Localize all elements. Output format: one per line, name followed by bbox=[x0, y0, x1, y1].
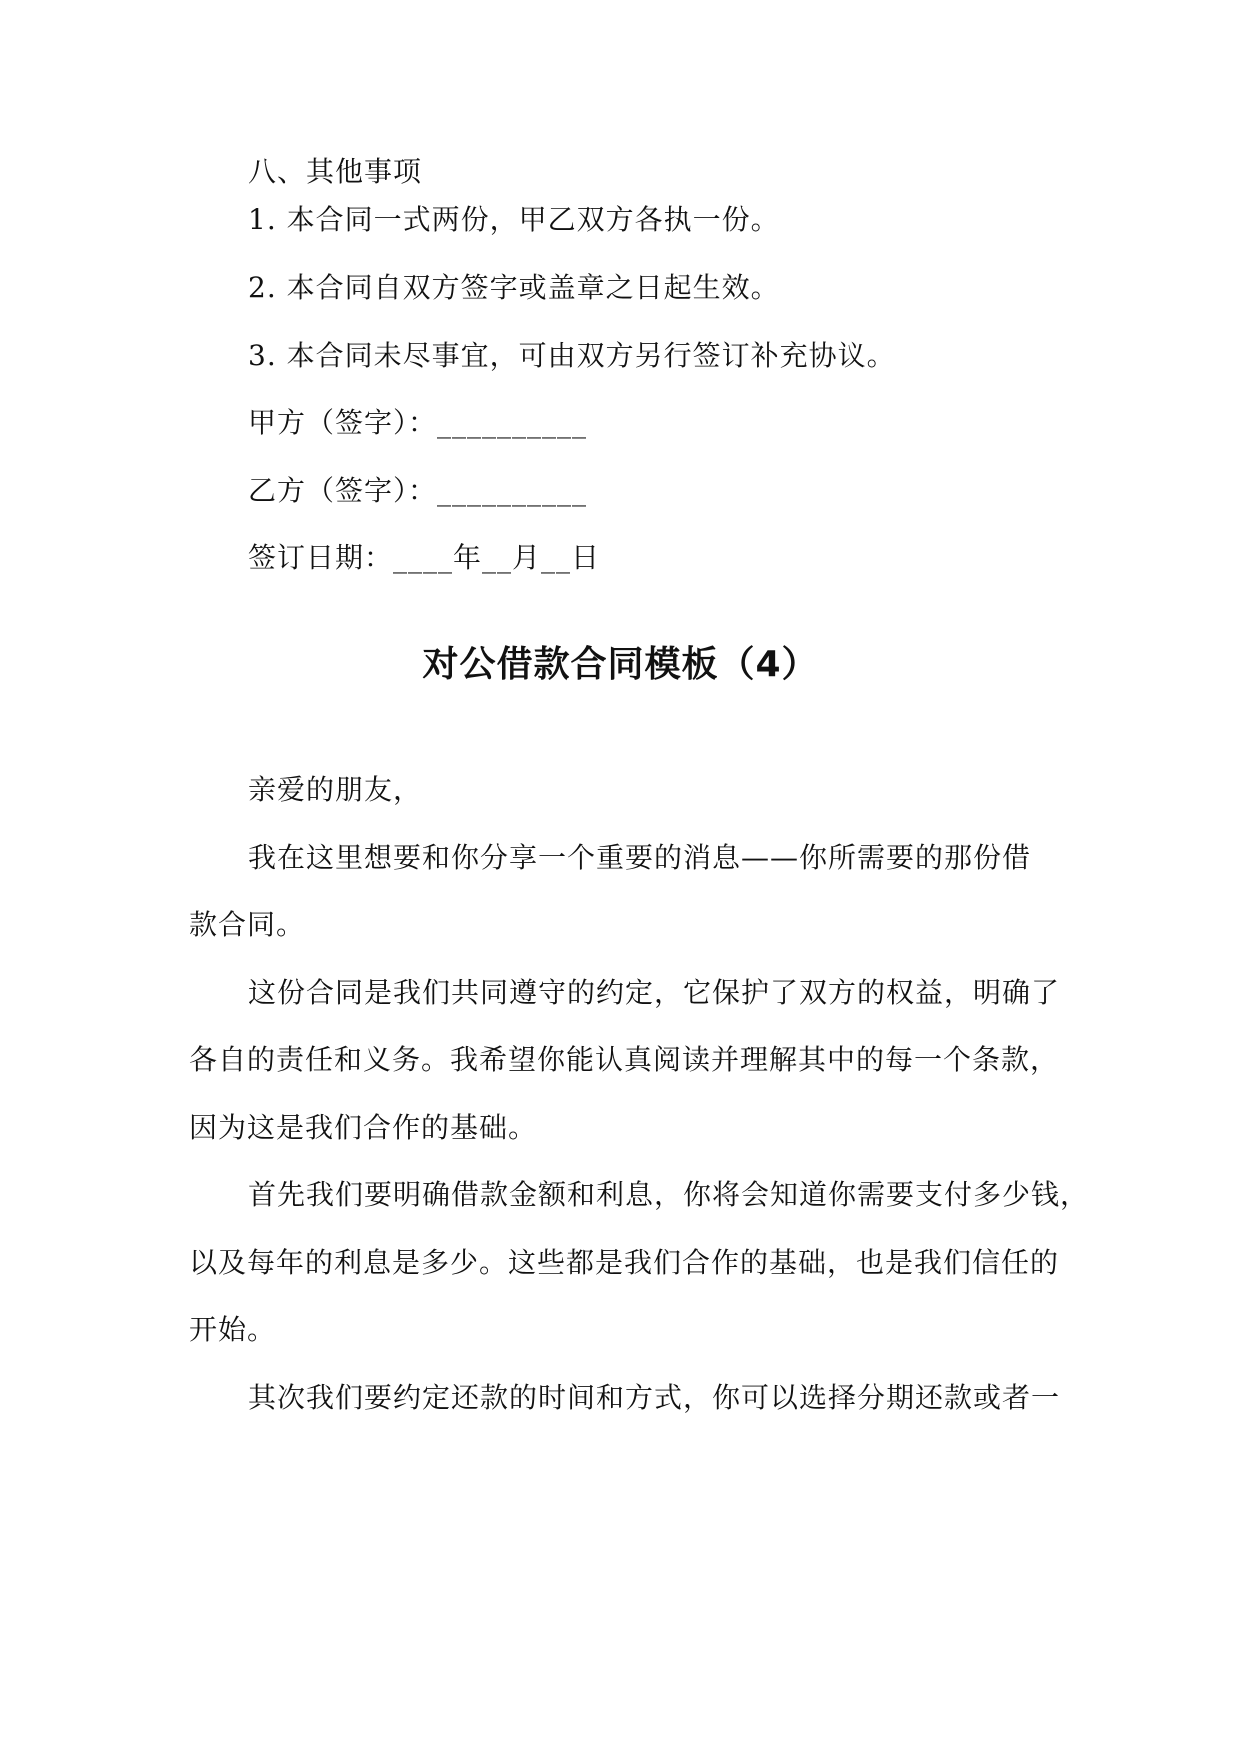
paragraph-2-line-1: 这份合同是我们共同遵守的约定，它保护了双方的权益，明确了 bbox=[248, 976, 1061, 1009]
section-heading: 八、其他事项 bbox=[248, 155, 423, 188]
paragraph-2-line-2: 各自的责任和义务。我希望你能认真阅读并理解其中的每一个条款， bbox=[189, 1043, 1060, 1076]
clause-3: 3. 本合同未尽事宜，可由双方另行签订补充协议。 bbox=[248, 339, 896, 372]
paragraph-3-line-1: 首先我们要明确借款金额和利息，你将会知道你需要支付多少钱， bbox=[248, 1178, 1090, 1211]
paragraph-1-line-1: 我在这里想要和你分享一个重要的消息——你所需要的那份借 bbox=[248, 841, 1032, 874]
clause-1: 1. 本合同一式两份，甲乙双方各执一份。 bbox=[248, 203, 780, 236]
signing-date: 签订日期：____年__月__日 bbox=[248, 541, 601, 574]
paragraph-2-line-3: 因为这是我们合作的基础。 bbox=[189, 1111, 538, 1144]
party-b-signature: 乙方（签字）：__________ bbox=[248, 474, 588, 507]
clause-2: 2. 本合同自双方签字或盖章之日起生效。 bbox=[248, 271, 780, 304]
letter-greeting: 亲爱的朋友， bbox=[248, 773, 423, 806]
paragraph-1-line-2: 款合同。 bbox=[189, 908, 306, 941]
party-a-signature: 甲方（签字）：__________ bbox=[248, 406, 588, 439]
paragraph-3-line-3: 开始。 bbox=[189, 1313, 277, 1346]
document-title: 对公借款合同模板（4） bbox=[422, 644, 819, 685]
paragraph-4-line-1: 其次我们要约定还款的时间和方式，你可以选择分期还款或者一 bbox=[248, 1381, 1061, 1414]
paragraph-3-line-2: 以及每年的利息是多少。这些都是我们合作的基础，也是我们信任的 bbox=[189, 1246, 1060, 1279]
